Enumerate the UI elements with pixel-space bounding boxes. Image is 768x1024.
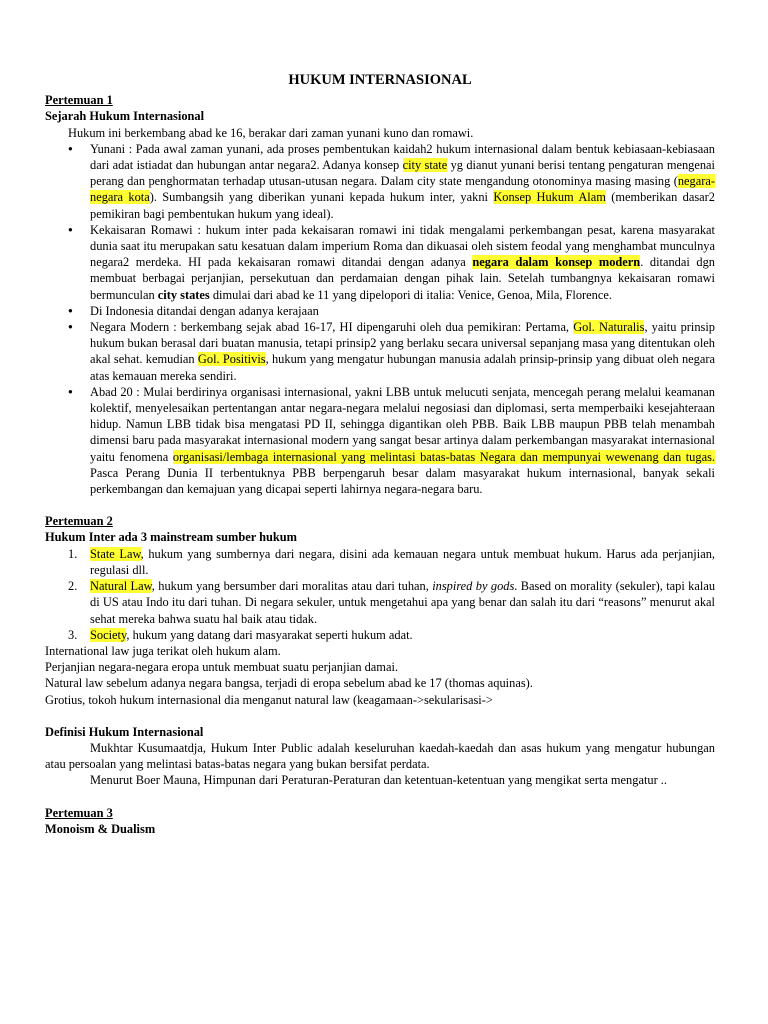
bullet-negara-modern: ● Negara Modern : berkembang sejak abad 16-17, HI dipengaruhi oleh dua pemikiran: Pertama, Gol. Naturalis, yaitu prinsip hukum bukan berasal dari buatan manusia, tetapi prinsip2 yang berlaku secara universal sepanjang masa yang ditentukan oleh akal sehat. kemudian Gol. Positivis, hukum yang mengatur hubungan manusia adalah prinsip-prinsip yang dibuat oleh negara atas kemauan mereka sendiri. [45,319,715,384]
intro-paragraph: Hukum ini berkembang abad ke 16, berakar dari zaman yunani kuno dan romawi. [68,125,474,140]
list-item-state-law: 1. State Law, hukum yang sumbernya dari negara, disini ada kemauan negara untuk membuat hukum. Harus ada perjanjian, regulasi dll. [68,546,715,577]
section-heading-pertemuan-2: Pertemuan 2 [45,514,113,529]
section-heading-pertemuan-3: Pertemuan 3 [45,805,113,820]
section-subheading-sumber-hukum: Hukum Inter ada 3 mainstream sumber hukum [45,530,297,545]
bold-city-states: city states [157,287,210,302]
highlight-city-state: city state [402,158,448,173]
definition-paragraph-1: Mukhtar Kusumaatdja, Hukum Inter Public adalah keseluruhan kaedah-kaedah dan asas hukum yang mengatur hubungan atau persoalan yang melintasi batas-batas negara yang bukan bersifat perdata. [45,740,715,772]
highlight-organisasi: organisasi/lembaga internasional yang melintasi batas-batas Negara dan mempunyai wewenang dan tugas. [172,449,715,464]
definition-paragraph-2: Menurut Boer Mauna, Himpunan dari Peraturan-Peraturan dan ketentuan-ketentuan yang mengikat serta mengatur .. [90,773,667,788]
history-bullet-list [45,141,715,497]
highlight-hukum-alam: Konsep Hukum Alam [493,190,606,205]
note-line-3: Natural law sebelum adanya negara bangsa, terjadi di eropa sebelum abad ke 17 (thomas aquinas). [45,676,533,691]
list-item-society: 3. Society, hukum yang datang dari masyarakat seperti hukum adat. [68,627,413,642]
highlight-gol-positivis: Gol. Positivis [197,352,266,367]
note-line-2: Perjanjian negara-negara eropa untuk membuat suatu perjanjian damai. [45,660,398,675]
document-title: HUKUM INTERNASIONAL [288,72,472,88]
note-line-4: Grotius, tokoh hukum internasional dia menganut natural law (keagamaan->sekularisasi-> [45,692,493,707]
section-heading-pertemuan-1: Pertemuan 1 [45,93,113,108]
bullet-indonesia: ● Di Indonesia ditandai dengan adanya kerajaan [45,303,715,319]
highlight-society: Society [90,627,127,642]
list-item-natural-law: 2. Natural Law, hukum yang bersumber dari moralitas atau dari tuhan, inspired by gods. Based on morality (sekuler), tapi kalau di US atau Indo itu dari tuhan. Di negara sekuler, untuk mengetahui apa yang benar dan salah itu dari “reasons” menurut akal sehat mereka bahwa suatu hal baik atau tidak. [68,579,716,626]
section-subheading-monoism: Monoism & Dualism [45,821,156,836]
section-subheading-sejarah: Sejarah Hukum Internasional [45,109,205,124]
highlight-konsep-modern: negara dalam konsep modern [472,255,641,270]
bullet-yunani: ● Yunani : Pada awal zaman yunani, ada proses pembentukan kaidah2 hukum internasional dalam bentuk kebiasaan-kebiasaan dari adat istiadat dan hubungan antar negara2. Adanya konsep city state yg dianut yunani berisi tentang pengaturan mengenai perang dan penghormatan terhadap utusan-utusan negara. Dalam city state mengandung otonominya masing masing (negara-negara kota). Sumbangsih yang diberikan yunani kepada hukum inter, yakni Konsep Hukum Alam (memberikan dasar2 pemikiran bagi pembentukan hukum yang ideal). [45,141,715,222]
document-page [45,72,715,837]
highlight-negara-kota: negara-negara kota [90,174,715,205]
section-heading-definisi: Definisi Hukum Internasional [45,724,204,739]
highlight-state-law: State Law [90,546,141,561]
highlight-natural-law: Natural Law [90,579,152,594]
source-numbered-list [45,546,715,643]
bullet-abad-20: ● Abad 20 : Mulai berdirinya organisasi internasional, yakni LBB untuk melucuti senjata, mencegah perang melalui keamanan kolektif, menyelesaikan pertentangan antar negara-negara melalui negosiasi dan diplomasi, serta memperbaiki kesejahteraan hidup. Namun LBB tidak bisa mengatasi PD II, sehingga digantikan oleh PBB. Baik LBB maupun PBB telah menambah dimensi baru pada masyarakat internasional modern yang sangat besar artinya dalam perkembangan masyarakat internasional yaitu fenomena organisasi/lembaga internasional yang melintasi batas-batas Negara dan mempunyai wewenang dan tugas. Pasca Perang Dunia II terbentuknya PBB berpengaruh besar dalam masyarakat hukum internasional, banyak sekali perkembangan dan kemajuan yang dicapai seperti lahirnya negara-negara baru. [45,384,715,497]
bullet-romawi: ● Kekaisaran Romawi : hukum inter pada kekaisaran romawi ini tidak mengalami perkembangan pesat, karena masyarakat dunia saat itu merupakan satu kesatuan dalam imperium Roma dan dikuasai oleh sistem feodal yang menghambat munculnya negara2 merdeka. HI pada kekaisaran romawi ditandai dengan adanya negara dalam konsep modern. ditandai dgn membuat berbagai perjanjian, persekutuan dan perdamaian dengan pihak lain. Setelah tumbangnya kekaisaran romawi bermunculan city states dimulai dari abad ke 11 yang dipelopori di italia: Venice, Genoa, Mila, Florence. [45,222,715,303]
highlight-gol-naturalis: Gol. Naturalis [573,320,645,335]
note-line-1: International law juga terikat oleh hukum alam. [45,643,281,658]
